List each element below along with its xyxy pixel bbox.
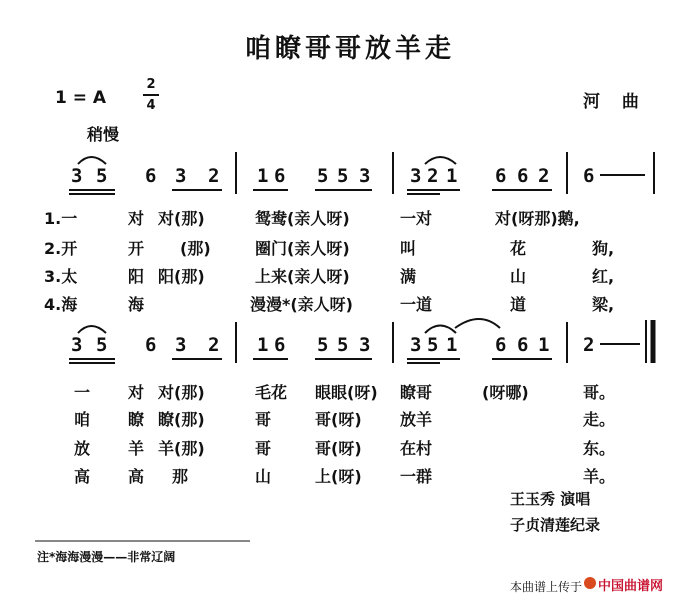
lyric: 一道 bbox=[400, 295, 433, 314]
note: 5 bbox=[337, 165, 349, 187]
lyric: 山 bbox=[510, 267, 527, 286]
singer-credit: 王玉秀 演唱 bbox=[510, 490, 591, 508]
lyric: 高 bbox=[128, 467, 145, 486]
song-origin: 河 曲 bbox=[583, 92, 647, 112]
footnote: 注*海海漫漫——非常辽阔 bbox=[37, 550, 176, 564]
slur bbox=[425, 326, 456, 334]
lyric: 走。 bbox=[583, 410, 616, 429]
tempo-marking: 稍慢 bbox=[87, 125, 120, 144]
lyric: 对(那) bbox=[158, 383, 205, 402]
note: 3 bbox=[71, 334, 83, 356]
lyric: 阳(那) bbox=[158, 267, 205, 286]
note: 5 bbox=[317, 334, 329, 356]
meter-top: 2 bbox=[146, 77, 156, 92]
lyric: 瞭哥 bbox=[400, 383, 433, 402]
note: 3 bbox=[175, 165, 187, 187]
lyric: 哥 bbox=[255, 410, 272, 429]
note: 3 bbox=[410, 334, 422, 356]
lyric: 在村 bbox=[400, 439, 433, 458]
lyric: 4.海 bbox=[44, 295, 78, 314]
key-signature: 1 = A bbox=[55, 88, 107, 108]
lyric: 羊(那) bbox=[158, 439, 205, 458]
lyric: 圈门(亲人呀) bbox=[255, 239, 350, 258]
note: 5 bbox=[337, 334, 349, 356]
note: 2 bbox=[583, 334, 595, 356]
lyric: 东。 bbox=[583, 439, 616, 458]
lyric: 哥。 bbox=[583, 383, 616, 402]
note: 6 bbox=[274, 165, 286, 187]
note: 3 bbox=[175, 334, 187, 356]
lyric: 山 bbox=[255, 467, 272, 486]
note: 1 bbox=[257, 334, 269, 356]
note: 5 bbox=[96, 334, 108, 356]
lyric: 高 bbox=[74, 467, 91, 486]
note: 6 bbox=[517, 165, 529, 187]
lyric: 叫 bbox=[400, 239, 417, 258]
lyric: 上(呀) bbox=[315, 467, 362, 486]
lyric: 海 bbox=[128, 295, 145, 314]
lyric: 狗, bbox=[592, 239, 615, 258]
meter-bottom: 4 bbox=[146, 98, 156, 113]
lyric: 开 bbox=[128, 239, 145, 258]
lyric: 漫漫*(亲人呀) bbox=[250, 295, 353, 314]
lyric: 一对 bbox=[400, 209, 433, 228]
lyric: 对 bbox=[128, 209, 145, 228]
logo-icon bbox=[584, 577, 596, 589]
lyric: 毛花 bbox=[255, 383, 288, 402]
slur bbox=[78, 326, 106, 333]
slur bbox=[425, 157, 456, 164]
lyric: 瞭 bbox=[128, 410, 145, 429]
lyric: 对 bbox=[128, 383, 145, 402]
lyric: 1.一 bbox=[44, 209, 78, 228]
note: 1 bbox=[446, 165, 458, 187]
note: 2 bbox=[427, 165, 439, 187]
lyric: 满 bbox=[400, 267, 417, 286]
note: 3 bbox=[359, 165, 371, 187]
site-logo: 中国曲谱网 bbox=[598, 579, 664, 594]
note: 2 bbox=[208, 334, 220, 356]
note: 6 bbox=[145, 334, 157, 356]
source-note: 本曲谱上传于 bbox=[510, 580, 583, 594]
lyric: 2.开 bbox=[44, 239, 78, 258]
lyric: 咱 bbox=[74, 410, 91, 429]
note: 3 bbox=[410, 165, 422, 187]
song-title: 咱瞭哥哥放羊走 bbox=[244, 34, 455, 64]
note: 5 bbox=[317, 165, 329, 187]
note: 1 bbox=[538, 334, 550, 356]
lyric: 对(呀那)鹅, bbox=[495, 209, 580, 228]
lyric: 鸳鸯(亲人呀) bbox=[255, 209, 350, 228]
lyric: 瞭(那) bbox=[158, 410, 205, 429]
lyric: 上来(亲人呀) bbox=[255, 267, 350, 286]
note: 5 bbox=[427, 334, 439, 356]
slur bbox=[455, 319, 500, 328]
note: 6 bbox=[517, 334, 529, 356]
recorder-credit: 子贞清莲纪录 bbox=[510, 516, 601, 534]
lyric: 羊 bbox=[128, 439, 145, 458]
note: 6 bbox=[145, 165, 157, 187]
lyric: 眼眼(呀) bbox=[315, 383, 378, 402]
note: 2 bbox=[208, 165, 220, 187]
note: 1 bbox=[446, 334, 458, 356]
lyric: 羊。 bbox=[583, 467, 616, 486]
lyric: 3.太 bbox=[44, 267, 78, 286]
lyric: (呀哪) bbox=[482, 383, 529, 402]
lyric: 哥(呀) bbox=[315, 439, 362, 458]
lyric: 哥 bbox=[255, 439, 272, 458]
note: 5 bbox=[96, 165, 108, 187]
lyric: (那) bbox=[180, 239, 211, 258]
lyric: 一群 bbox=[400, 467, 433, 486]
note: 6 bbox=[274, 334, 286, 356]
lyric: 对(那) bbox=[158, 209, 205, 228]
note: 6 bbox=[495, 334, 507, 356]
lyric: 道 bbox=[510, 295, 527, 314]
note: 3 bbox=[359, 334, 371, 356]
note: 6 bbox=[583, 165, 595, 187]
lyric: 那 bbox=[172, 467, 189, 486]
slur bbox=[78, 157, 106, 164]
note: 2 bbox=[538, 165, 550, 187]
lyric: 红, bbox=[592, 267, 615, 286]
lyric: 放 bbox=[74, 439, 91, 458]
lyric: 阳 bbox=[128, 267, 145, 286]
lyric: 一 bbox=[74, 383, 91, 402]
note: 3 bbox=[71, 165, 83, 187]
lyric: 哥(呀) bbox=[315, 410, 362, 429]
lyric: 花 bbox=[510, 239, 527, 258]
note: 6 bbox=[495, 165, 507, 187]
lyric: 梁, bbox=[592, 295, 615, 314]
note: 1 bbox=[257, 165, 269, 187]
lyric: 放羊 bbox=[400, 410, 433, 429]
